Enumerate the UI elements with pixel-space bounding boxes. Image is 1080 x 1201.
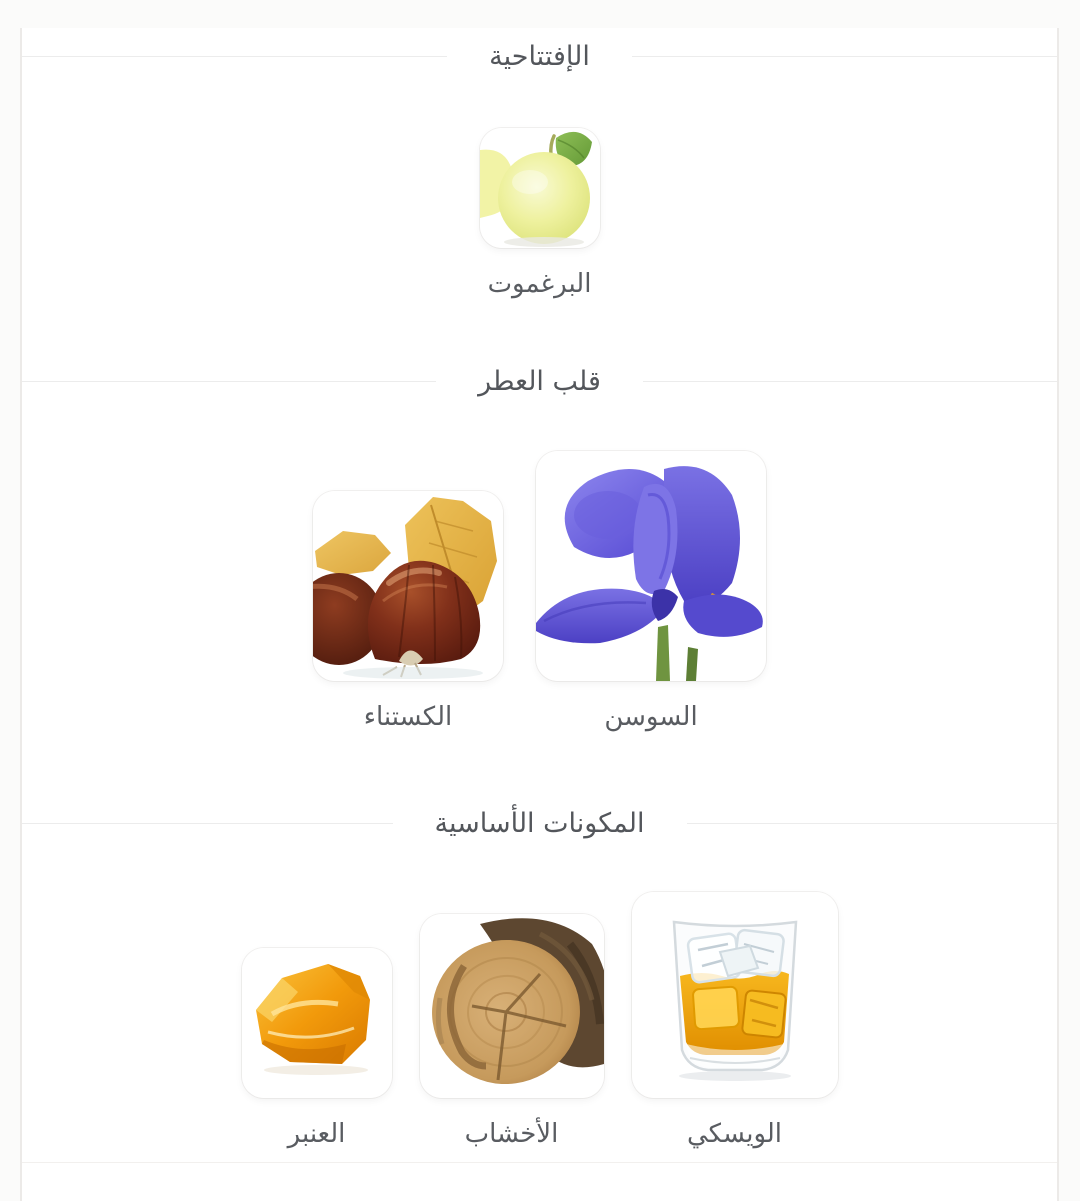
- section-title: قلب العطر: [436, 353, 643, 411]
- ingredient-item-bergamot[interactable]: [480, 128, 600, 302]
- ingredient-item-whiskey[interactable]: [632, 892, 838, 1152]
- perfume-notes-panel: [20, 28, 1059, 1201]
- ingredient-item-woods[interactable]: [420, 914, 604, 1152]
- section-header-heart-notes: [22, 353, 1057, 411]
- ingredient-row: [22, 892, 1057, 1152]
- bottom-divider-line: [22, 1162, 1057, 1163]
- section-header-top-notes: [22, 28, 1057, 86]
- woods-image: [420, 914, 604, 1098]
- ingredient-item-iris[interactable]: [536, 451, 766, 735]
- ingredient-row: [22, 451, 1057, 735]
- section-title: المكونات الأساسية: [393, 795, 687, 853]
- ingredient-label: الويسكي: [686, 1119, 783, 1149]
- ingredient-label: الكستناء: [363, 702, 453, 732]
- section-title: الإفتتاحية: [447, 28, 632, 86]
- ingredient-item-chestnut[interactable]: [313, 491, 503, 735]
- ingredient-label: العنبر: [287, 1119, 346, 1149]
- section-header-base-notes: [22, 795, 1057, 853]
- ingredient-label: الأخشاب: [464, 1119, 559, 1149]
- amber-image: [242, 948, 392, 1098]
- bergamot-image: [480, 128, 600, 248]
- ingredient-label: البرغموت: [487, 269, 592, 299]
- whiskey-image: [632, 892, 838, 1098]
- ingredient-item-amber[interactable]: [242, 948, 392, 1152]
- chestnut-image: [313, 491, 503, 681]
- ingredient-row: [22, 128, 1057, 302]
- iris-image: [536, 451, 766, 681]
- ingredient-label: السوسن: [604, 702, 698, 732]
